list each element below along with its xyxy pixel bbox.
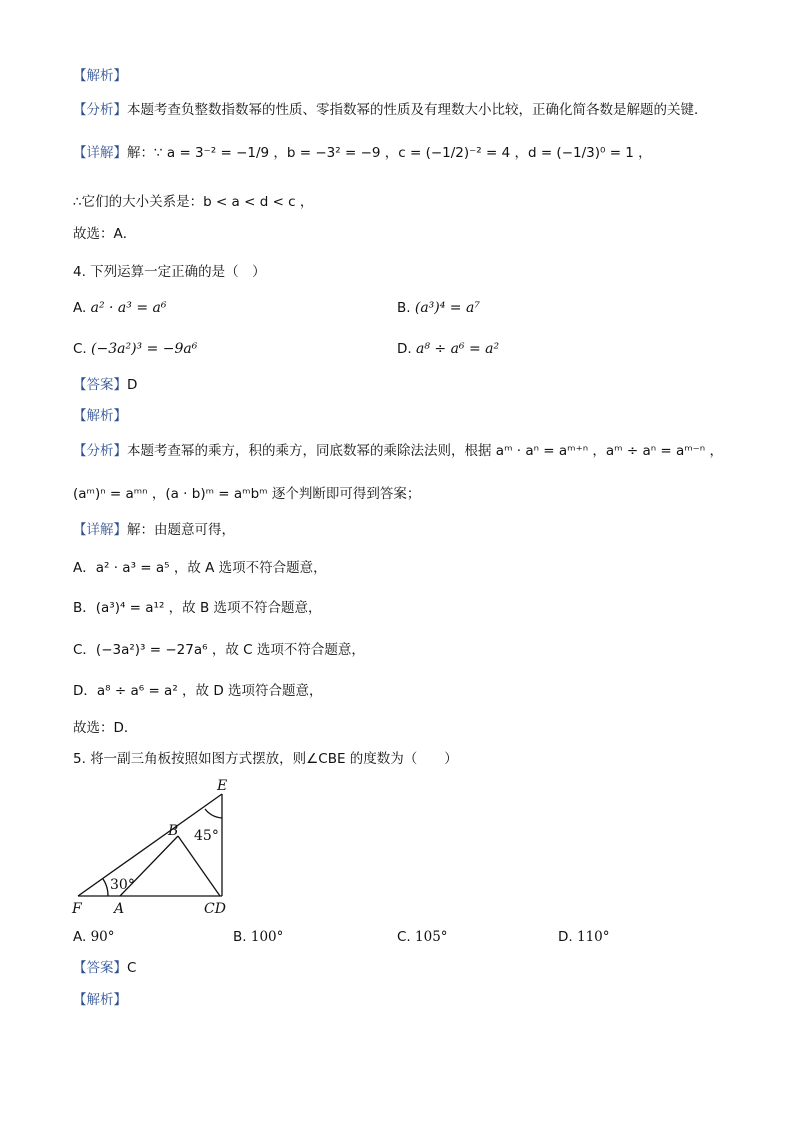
option-label: D. <box>397 341 412 357</box>
option-expr: (a³)⁴ = a⁷ <box>414 300 480 316</box>
q4-choice: 故选：D． <box>73 720 138 736</box>
q4-fenxi-continued: (aᵐ)ⁿ = aᵐⁿ ，(a · b)ᵐ = aᵐbᵐ 逐个判断即可得到答案； <box>73 486 421 502</box>
question-5-stem: 5. 将一副三角板按照如图方式摆放，则∠CBE 的度数为（ ） <box>73 751 458 767</box>
q4-step-b: B．(a³)⁴ = a¹² ，故 B 选项不符合题意， <box>73 600 322 616</box>
option-label: B. <box>397 300 411 316</box>
segment-fe <box>78 794 222 896</box>
label-45: 45° <box>194 828 219 844</box>
xiangjie-text: 解：∵ a = 3⁻² = −1/9 ，b = −3² = −9 ，c = (−1/2)⁻² = 4 ，d = (−1/3)⁰ = 1 ， <box>127 145 652 161</box>
fenxi-text: 本题考查负整数指数幂的性质、零指数幂的性质及有理数大小比较，正确化简各数是解题的关键． <box>127 102 708 118</box>
label-b: B <box>168 823 179 839</box>
xiangjie-tag: 【详解】 <box>73 522 127 538</box>
option-label: C. <box>73 341 87 357</box>
choice-line: 故选：A． <box>73 226 137 242</box>
fenxi-paragraph <box>73 102 708 119</box>
label-f: F <box>72 901 82 917</box>
answer-tag: 【答案】 <box>73 377 127 393</box>
option-label: A. <box>73 929 87 945</box>
q5-jiexi-heading: 【解析】 <box>73 992 127 1008</box>
xiangjie-tag: 【详解】 <box>73 145 127 161</box>
q4-jiexi-heading: 【解析】 <box>73 408 127 424</box>
xiangjie-text: 解：由题意可得， <box>127 522 235 538</box>
q5-option-d <box>558 929 610 945</box>
answer-value: D <box>127 377 138 393</box>
q5-option-b <box>233 929 283 945</box>
option-label: C. <box>397 929 411 945</box>
segment-bc <box>178 836 220 896</box>
option-value: 100° <box>250 929 284 945</box>
jiexi-heading: 【解析】 <box>73 68 127 84</box>
q4-option-b <box>397 300 480 316</box>
q4-step-c: C．(−3a²)³ = −27a⁶ ，故 C 选项不符合题意， <box>73 642 365 658</box>
q5-option-c <box>397 929 448 945</box>
q4-answer <box>73 377 137 394</box>
fenxi-tag: 【分析】 <box>73 443 127 459</box>
label-a: A <box>114 901 125 917</box>
option-label: D. <box>558 929 573 945</box>
q4-option-a <box>73 300 166 316</box>
q4-step-d: D．a⁸ ÷ a⁶ = a² ，故 D 选项符合题意， <box>73 683 323 699</box>
conclusion-line: ∴它们的大小关系是：b < a < d < c ， <box>73 194 314 210</box>
option-label: B. <box>233 929 247 945</box>
xiangjie-paragraph <box>73 145 652 162</box>
angle-arc-30 <box>103 879 108 896</box>
q4-option-d <box>397 341 499 357</box>
option-expr: (−3a²)³ = −9a⁶ <box>91 341 198 357</box>
fenxi-text: 本题考查幂的乘方，积的乘方，同底数幂的乘除法法则，根据 aᵐ · aⁿ = aᵐ⁺ⁿ ，aᵐ ÷ aⁿ = aᵐ⁻ⁿ ， <box>127 443 723 459</box>
label-30: 30° <box>110 877 135 893</box>
option-value: 90° <box>90 929 115 945</box>
label-cd: CD <box>204 901 226 917</box>
fenxi-tag: 【分析】 <box>73 102 127 118</box>
q5-answer <box>73 960 136 977</box>
question-4-stem: 4. 下列运算一定正确的是（ ） <box>73 264 266 280</box>
answer-tag: 【答案】 <box>73 960 127 976</box>
triangle-figure <box>70 776 240 918</box>
answer-value: C <box>127 960 137 976</box>
q4-option-c <box>73 341 197 357</box>
q5-option-a <box>73 929 115 945</box>
option-value: 105° <box>415 929 448 945</box>
label-e: E <box>217 778 228 794</box>
angle-arc-45 <box>205 809 222 818</box>
q4-fenxi-paragraph <box>73 443 723 460</box>
q4-xiangjie-paragraph <box>73 522 235 539</box>
option-label: A. <box>73 300 87 316</box>
option-expr: a² · a³ = a⁶ <box>90 300 167 316</box>
q4-step-a: A．a² · a³ = a⁵ ，故 A 选项不符合题意， <box>73 560 327 576</box>
option-value: 110° <box>576 929 610 945</box>
option-expr: a⁸ ÷ a⁶ = a² <box>415 341 500 357</box>
